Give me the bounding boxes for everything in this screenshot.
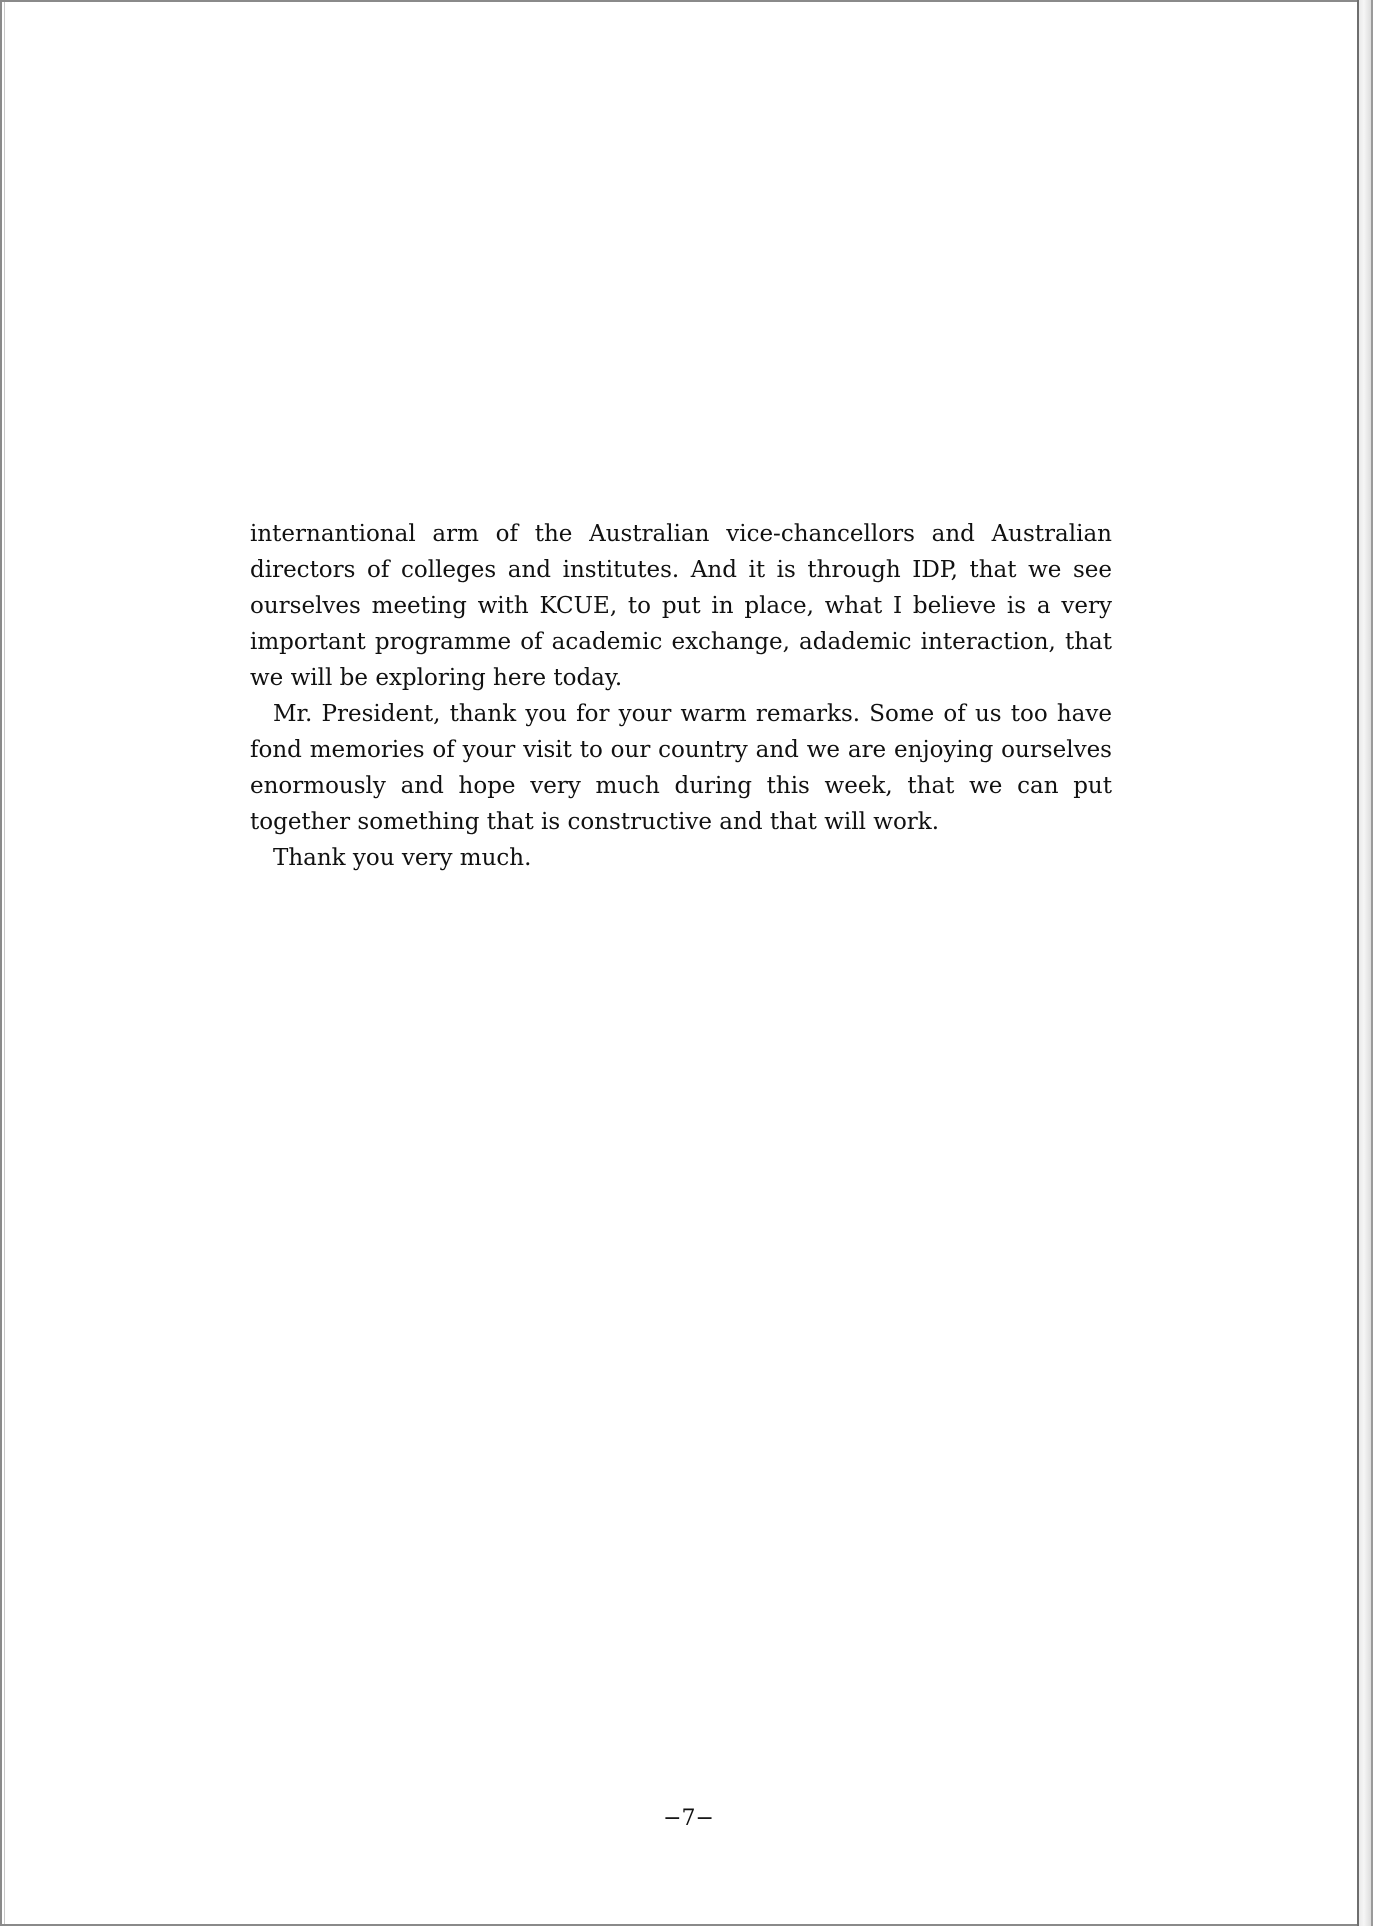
paragraph-thanks-remarks: Mr. President, thank you for your warm remarks. Some of us too have fond memories of your visit to our country and we are enjoying ourselves enormously and hope very much during this week, that we can put together something that is constructive and that will work. <box>250 701 1112 835</box>
document-body <box>250 516 1112 876</box>
page-number: −7− <box>663 1806 714 1831</box>
scrollbar-edge <box>1357 0 1373 1926</box>
paragraph-continuation: internantional arm of the Australian vice-chancellors and Australian directors of colleges and institutes. And it is through IDP, that we see ourselves meeting with KCUE, to put in place, what I believe is a very important programme of academic exchange, adademic interaction, that we will be exploring here today. <box>250 521 1112 691</box>
paragraph-closing: Thank you very much. <box>273 845 532 871</box>
